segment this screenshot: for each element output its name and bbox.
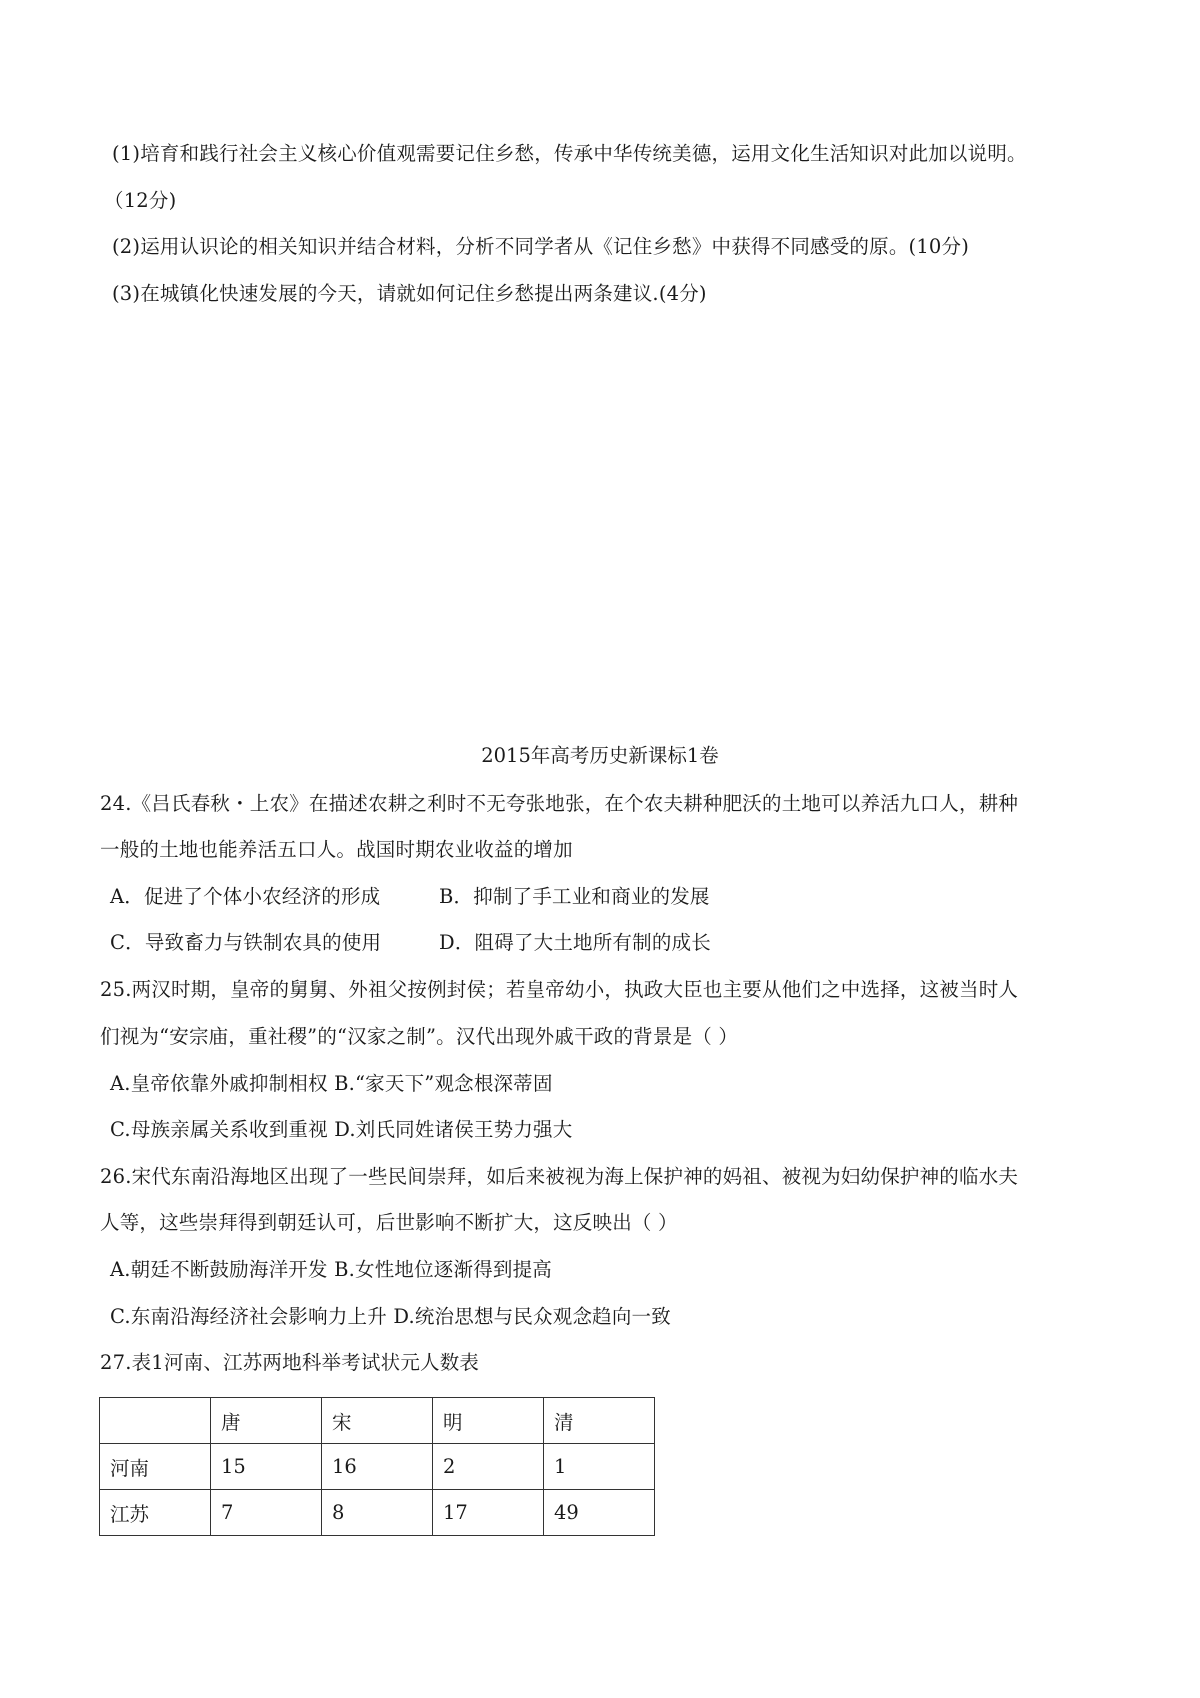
options-cd: C.母族亲属关系收到重视 D.刘氏同姓诸侯王势力强大 bbox=[110, 1118, 573, 1141]
table-cell: 明 bbox=[433, 1398, 544, 1444]
question-24-line-2: 一般的土地也能养活五口人。战国时期农业收益的增加 bbox=[100, 838, 573, 861]
table-cell: 清 bbox=[544, 1398, 655, 1444]
table-cell: 8 bbox=[322, 1490, 433, 1536]
question-25-line-1: 25.两汉时期，皇帝的舅舅、外祖父按例封侯；若皇帝幼小，执政大臣也主要从他们之中选择，这被当时人 bbox=[100, 978, 1019, 1001]
options-ab: A.朝廷不断鼓励海洋开发 B.女性地位逐渐得到提高 bbox=[110, 1258, 553, 1281]
table-cell: 江苏 bbox=[100, 1490, 211, 1536]
question-26-line-2: 人等，这些崇拜得到朝廷认可，后世影响不断扩大，这反映出（ ） bbox=[100, 1211, 678, 1234]
table-cell: 7 bbox=[211, 1490, 322, 1536]
option-b: B．抑制了手工业和商业的发展 bbox=[439, 885, 710, 908]
table-cell: 49 bbox=[544, 1490, 655, 1536]
question-2: (2)运用认识论的相关知识并结合材料，分析不同学者从《记住乡愁》中获得不同感受的原。(10分) bbox=[112, 235, 970, 258]
table-row bbox=[100, 1490, 655, 1536]
option-a: A．促进了个体小农经济的形成 bbox=[110, 885, 381, 908]
zhuangyuan-table bbox=[99, 1397, 655, 1536]
table-cell: 2 bbox=[433, 1444, 544, 1490]
table-header-row bbox=[100, 1398, 655, 1444]
table-cell bbox=[100, 1398, 211, 1444]
table-cell: 15 bbox=[211, 1444, 322, 1490]
question-1-line-2: （12分) bbox=[104, 189, 177, 212]
table-cell: 唐 bbox=[211, 1398, 322, 1444]
options-ab: A.皇帝依靠外戚抑制相权 B.“家天下”观念根深蒂固 bbox=[110, 1072, 553, 1095]
question-3: (3)在城镇化快速发展的今天，请就如何记住乡愁提出两条建议.(4分) bbox=[112, 282, 707, 305]
question-27-title: 27.表1河南、江苏两地科举考试状元人数表 bbox=[100, 1351, 480, 1374]
options-cd: C.东南沿海经济社会影响力上升 D.统治思想与民众观念趋向一致 bbox=[110, 1305, 671, 1328]
section-title: 2015年高考历史新课标1卷 bbox=[481, 744, 719, 767]
option-c: C．导致畜力与铁制农具的使用 bbox=[110, 931, 382, 954]
question-24-line-1: 24.《吕氏春秋・上农》在描述农耕之利时不无夸张地张，在个农夫耕种肥沃的土地可以养活九口人，耕种 bbox=[100, 792, 1019, 815]
option-d: D．阻碍了大土地所有制的成长 bbox=[439, 931, 711, 954]
table-row bbox=[100, 1444, 655, 1490]
table-cell: 17 bbox=[433, 1490, 544, 1536]
question-1-line-1: (1)培育和践行社会主义核心价值观需要记住乡愁，传承中华传统美德，运用文化生活知识对此加以说明。 bbox=[112, 142, 1027, 165]
question-25-line-2: 们视为“安宗庙，重社稷”的“汉家之制”。汉代出现外戚干政的背景是（ ） bbox=[100, 1025, 739, 1048]
table-cell: 16 bbox=[322, 1444, 433, 1490]
table-cell: 1 bbox=[544, 1444, 655, 1490]
table-cell: 宋 bbox=[322, 1398, 433, 1444]
table-cell: 河南 bbox=[100, 1444, 211, 1490]
question-26-line-1: 26.宋代东南沿海地区出现了一些民间崇拜，如后来被视为海上保护神的妈祖、被视为妇幼保护神的临水夫 bbox=[100, 1165, 1019, 1188]
